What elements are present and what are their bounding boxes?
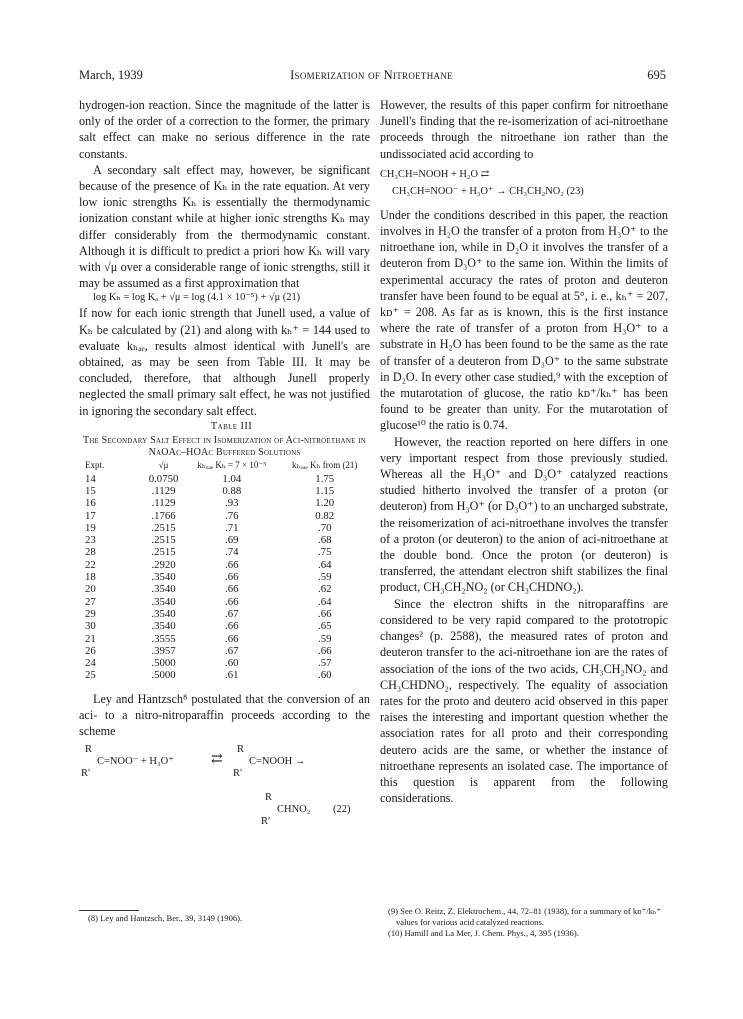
scheme-r-prime: R′ [233, 768, 243, 780]
table-cell: 30 [85, 620, 96, 633]
scheme-intermediate: C=NOOH → [249, 756, 306, 768]
equation-23-line1: CH₃CH=NOOH + H₂O ⇄ [380, 168, 490, 180]
table-cell: .69 [225, 534, 239, 547]
table-cell: .3555 [151, 632, 176, 645]
equation-number: (22) [333, 804, 351, 816]
paragraph: Ley and Hantzsch⁸ postulated that the conversion of an aci- to a nitro-nitroparaffin proceeds according to the scheme [79, 691, 370, 739]
table-cell: .67 [225, 607, 239, 620]
paragraph: Under the conditions described in this paper, the reaction involves in H₂O the transfer of a proton from H₃O⁺ to the nitroethane ion, while in D₂O it involves the transfer of a deuteron from D₃O⁺ to the same ion. Within the limits of experimental accuracy the rates of proton and deuteron transfer have been found to be equal at 5°, i. e., kₕ⁺ = 207, kᴅ⁺ = 208. As far as is known, this is the first instance where the rate of transfer of a proton from H₃O⁺ to a substrate in H₂O has been found to be the same as the rate of transfer of a deuteron from D₃O⁺ to the same substrate in D₂O. In every other case studied,⁹ with the exception of the mutarotation of glucose, the ratio kᴅ⁺/kₕ⁺ has been found to be greater than unity. For the mutarotation of glucose¹⁰ the ratio is 0.74. [380, 207, 668, 433]
table-cell: .68 [318, 534, 332, 547]
footnote-9: (9) See O. Reitz, Z. Elektrochem., 44, 72–81 (1938), for a summary of kᴅ⁺/kₕ⁺ values for various acid catalyzed reactions. [388, 906, 662, 927]
table-row [79, 669, 370, 681]
table-cell: 20 [85, 583, 96, 596]
table-header-cell: kₕₒₐₑ Kₕ = 7 × 10⁻⁵ [197, 460, 267, 471]
table-cell: .3540 [151, 607, 176, 620]
table-cell: 26 [85, 644, 96, 657]
reaction-scheme-22 [79, 743, 370, 851]
table-cell: .5000 [151, 657, 176, 670]
table-cell: 1.04 [222, 472, 242, 485]
table-cell: 0.0750 [148, 472, 179, 485]
left-column [79, 97, 370, 851]
table-cell: .2920 [151, 558, 176, 571]
table-cell: .57 [318, 657, 332, 670]
scheme-r-prime: R′ [261, 816, 271, 828]
scheme-r-prime: R′ [81, 768, 91, 780]
table-cell: 29 [85, 607, 96, 620]
table-cell: 14 [85, 472, 96, 485]
table-cell: .61 [225, 669, 239, 682]
table-body [79, 473, 370, 682]
table-cell: .66 [318, 607, 332, 620]
table-row [79, 657, 370, 669]
table-row [79, 571, 370, 583]
table-cell: 0.82 [315, 509, 335, 522]
table-cell: .76 [225, 509, 239, 522]
table-cell: 16 [85, 497, 96, 510]
footnotes-right [388, 906, 670, 938]
paragraph: However, the reaction reported on here differs in one very important respect from those previously studied. Whereas all the H₃O⁺ and D₃O⁺ catalyzed reactions studied hitherto involved the transfer of a proton (or deuteron) from H₃O⁺ (or D₃O⁺) to an uncharged substrate, the reisomerization of aci-nitroethane involves the transfer of a proton (or deuteron) to the anion of aci-nitroethane at the double bond. Once the proton (or deuteron) is transferred, the attendant electron shift stabilizes the final product, CH₃CH₂NO₂ (or CH₃CHDNO₂). [380, 434, 668, 595]
page-number: 695 [647, 68, 666, 82]
table-row [79, 473, 370, 485]
table-row [79, 596, 370, 608]
table-cell: 25 [85, 669, 96, 682]
table-title: Table III [210, 420, 253, 432]
table-cell: 1.15 [315, 484, 335, 497]
table-row [79, 583, 370, 595]
table-cell: 21 [85, 632, 96, 645]
table-cell: 0.88 [222, 484, 242, 497]
table-cell: .3540 [151, 571, 176, 584]
table-cell: .2515 [151, 534, 176, 547]
footnote-10: (10) Hamill and La Mer, J. Chem. Phys., 4, 395 (1936). [388, 927, 579, 938]
table-cell: .60 [225, 657, 239, 670]
table-row [79, 546, 370, 558]
table-cell: 27 [85, 595, 96, 608]
table-cell: .2515 [151, 521, 176, 534]
table-cell: .71 [225, 521, 239, 534]
table-cell: 24 [85, 657, 96, 670]
table-cell: .70 [318, 521, 332, 534]
paragraph: hydrogen-ion reaction. Since the magnitude of the latter is only of the order of a correction to the former, the primary salt effect can make no serious difference in the rate constants. [79, 98, 370, 161]
table-cell: .66 [225, 583, 239, 596]
table-cell: .3540 [151, 595, 176, 608]
table-cell: .3957 [151, 644, 176, 657]
table-row [79, 497, 370, 509]
table-cell: .60 [318, 669, 332, 682]
table-cell: .66 [225, 571, 239, 584]
paragraph: If now for each ionic strength that Junell used, a value of Kₕ be calculated by (21) and along with kₕ⁺ = 144 used to evaluate kₕₐₑ, results almost identical with Junell's are obtained, as may be seen from Table III. It may be concluded, therefore, that although Junell properly neglected the small primary salt effect, he was not justified in ignoring the secondary salt effect. [79, 306, 370, 418]
table-caption: The Secondary Salt Effect in Isomerization of Aci-nitroethane in NaOAc–HOAc Buffered Solutions [82, 435, 367, 459]
table-cell: .64 [318, 558, 332, 571]
table-header-cell: Expt. [85, 460, 105, 471]
table-cell: 28 [85, 546, 96, 559]
scheme-r: R [237, 744, 245, 756]
table-cell: .62 [318, 583, 332, 596]
table-cell: 19 [85, 521, 96, 534]
table-cell: .1766 [151, 509, 176, 522]
table-header-cell: kₕₒₐₑ Kₕ from (21) [292, 460, 358, 471]
table-row [79, 645, 370, 657]
table-cell: .66 [225, 632, 239, 645]
running-header-title: Isomerization of Nitroethane [290, 68, 453, 82]
table-row [79, 510, 370, 522]
equilibrium-arrow: ⇄ [211, 752, 223, 768]
table-cell: .66 [225, 558, 239, 571]
table-cell: .1129 [151, 497, 176, 510]
scheme-r: R [85, 744, 93, 756]
table-cell: .3540 [151, 620, 176, 633]
table-row [79, 559, 370, 571]
table-cell: .2515 [151, 546, 176, 559]
footnote-rule [79, 910, 139, 911]
table-cell: .93 [225, 497, 239, 510]
equation-21: log Kₕ = log Kₐ + √μ = log (4.1 × 10⁻⁵) + √μ (21) [93, 292, 301, 304]
table-row [79, 633, 370, 645]
paragraph: Since the electron shifts in the nitroparaffins are considered to be very rapid compared to the prototropic changes² (p. 2588), the measured rates of proton and deuteron transfer to the aci-nitroethane ion are the rates of association of the ions of the two acids, CH₃CH₂NO₂ and CH₃CHDNO₂, respectively. The equality of association rates for the proto and deutero acid observed in this paper raises the interesting and important question whether the association rates for all proto and their corresponding deutero acids are the same, or whether the instance of nitroethane represents an isolated case. The importance of this question is apparent from the following considerations. [380, 596, 668, 806]
table-cell: 17 [85, 509, 96, 522]
table-cell: .64 [318, 595, 332, 608]
table-cell: 23 [85, 534, 96, 547]
table-header-cell: √μ [158, 460, 169, 471]
table-row [79, 534, 370, 546]
scheme-product: CHNO₂ [277, 804, 311, 816]
table-row [79, 522, 370, 534]
table-cell: .66 [225, 595, 239, 608]
table-cell: 15 [85, 484, 96, 497]
table-cell: 1.75 [315, 472, 335, 485]
table-row [79, 485, 370, 497]
right-column [380, 97, 668, 806]
table-cell: 1.20 [315, 497, 335, 510]
table-row [79, 608, 370, 620]
scheme-r: R [265, 792, 273, 804]
table-cell: .75 [318, 546, 332, 559]
table-cell: 22 [85, 558, 96, 571]
table-cell: .74 [225, 546, 239, 559]
table-cell: .66 [225, 620, 239, 633]
footnote-8: (8) Ley and Hantzsch, Ber., 39, 3149 (1906). [88, 913, 243, 923]
table-cell: .59 [318, 632, 332, 645]
table-cell: .5000 [151, 669, 176, 682]
table-cell: .65 [318, 620, 332, 633]
paragraph: However, the results of this paper confirm for nitroethane Junell's finding that the re-isomerization of aci-nitroethane proceeds through the nitroethane ion rather than the undissociated acid according to [380, 98, 668, 161]
table-cell: .59 [318, 571, 332, 584]
running-header-date: March, 1939 [79, 68, 143, 82]
table-cell: .3540 [151, 583, 176, 596]
table-row [79, 620, 370, 632]
equation-23-line2: CH₃CH=NOO⁻ + H₃O⁺ → CH₃CH₂NO₂ (23) [392, 185, 584, 197]
table-cell: 18 [85, 571, 96, 584]
table-cell: .1129 [151, 484, 176, 497]
data-table [79, 461, 370, 682]
scheme-reactant: C=NOO⁻ + H₃O⁺ [97, 756, 174, 768]
table-cell: .66 [318, 644, 332, 657]
paragraph: A secondary salt effect may, however, be significant because of the presence of Kₕ in the rate equation. At very low ionic strengths Kₕ is essentially the thermodynamic ionization constant while at higher ionic strengths Kₕ may differ considerably from the thermodynamic constant. Although it is difficult to predict a priori how Kₕ will vary with √μ over a considerable range of ionic strengths, still it may be assumed as a first approximation that [79, 162, 370, 291]
table-cell: .67 [225, 644, 239, 657]
